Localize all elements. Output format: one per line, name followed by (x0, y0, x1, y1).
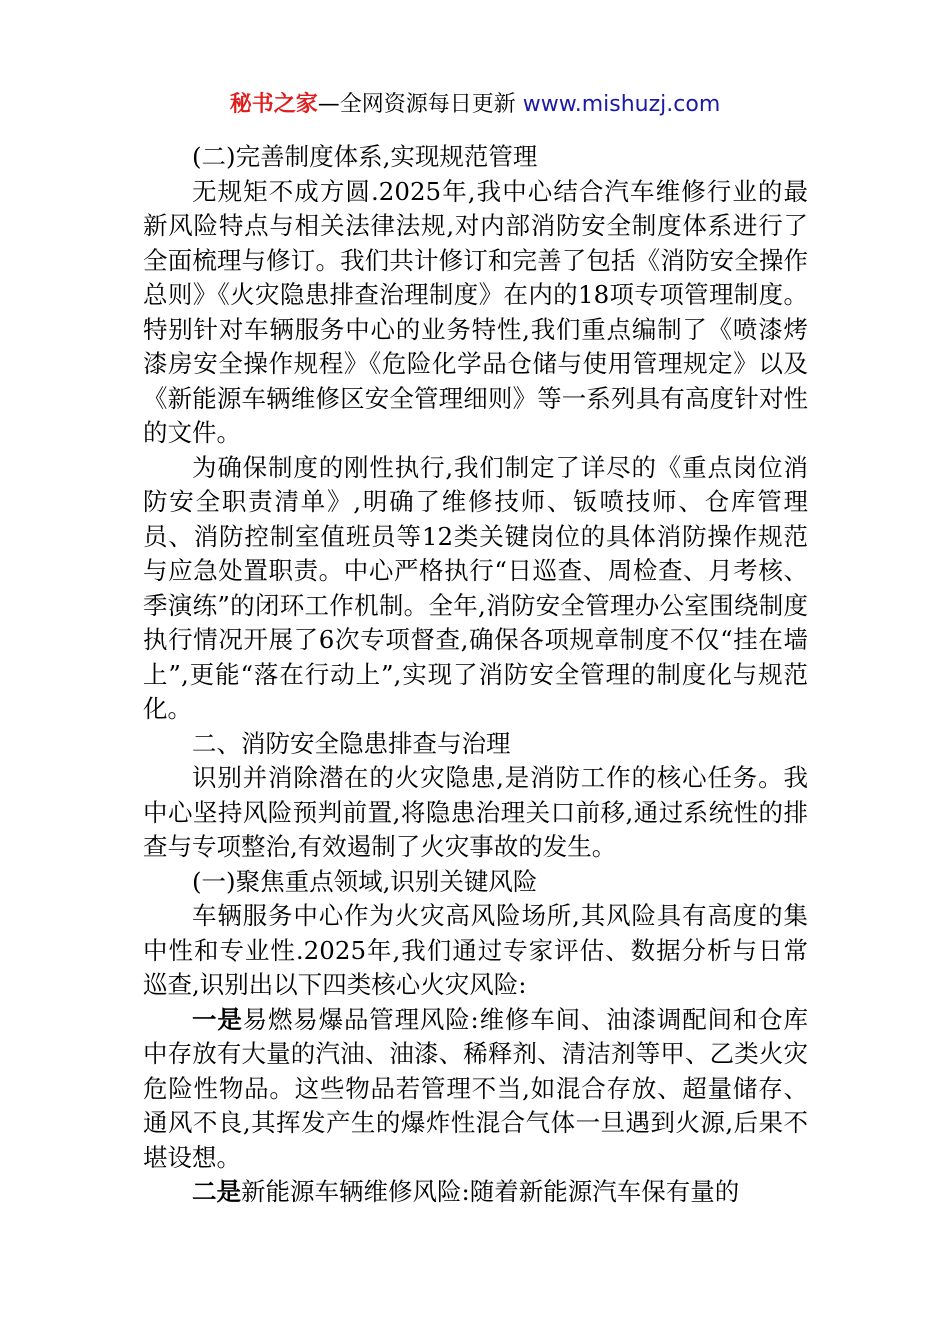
section-subheading: (二)完善制度体系,实现规范管理 (192, 142, 538, 171)
site-url-link[interactable]: www.mishuzj.com (522, 92, 721, 117)
section-subheading: (一)聚焦重点领域,识别关键风险 (192, 866, 538, 896)
risk-paragraph (143, 1003, 808, 1176)
document-body (143, 140, 808, 1210)
body-paragraph: 无规矩不成方圆.2025年,我中心结合汽车维修行业的最新风险特点与相关法律法规,对内部消防安全制度体系进行了全面梳理与修订。我们共计修订和完善了包括《消防安全操作总则》《火灾隐患排查治理制度》在内的18项专项管理制度。特别针对车辆服务中心的业务特性,我们重点编制了《喷漆烤漆房安全操作规程》《危险化学品仓储与使用管理规定》以及《新能源车辆维修区安全管理细则》等一系列具有高度针对性的文件。 (143, 176, 808, 447)
risk-lead: 二是 (192, 1177, 241, 1206)
risk-lead: 一是 (192, 1004, 243, 1034)
section-heading: 二、消防安全隐患排查与治理 (192, 728, 511, 758)
site-brand: 秘书之家 (229, 92, 318, 117)
risk-paragraph (143, 1175, 808, 1210)
risk-text: 新能源车辆维修风险:随着新能源汽车保有量的 (241, 1177, 740, 1206)
site-header (0, 88, 950, 122)
body-paragraph: 识别并消除潜在的火灾隐患,是消防工作的核心任务。我中心坚持风险预判前置,将隐患治理关口前移,通过系统性的排查与专项整治,有效遏制了火灾事故的发生。 (143, 763, 808, 861)
site-tagline: —全网资源每日更新 (317, 92, 516, 117)
body-paragraph: 车辆服务中心作为火灾高风险场所,其风险具有高度的集中性和专业性.2025年,我们通过专家评估、数据分析与日常巡查,识别出以下四类核心火灾风险: (143, 901, 808, 999)
risk-text: 易燃易爆品管理风险:维修车间、油漆调配间和仓库中存放有大量的汽油、油漆、稀释剂、清洁剂等甲、乙类火灾危险性物品。这些物品若管理不当,如混合存放、超量储存、通风不良,其挥发产生的爆炸性混合气体一旦遇到火源,后果不堪设想。 (143, 1004, 808, 1172)
body-paragraph: 为确保制度的刚性执行,我们制定了详尽的《重点岗位消防安全职责清单》,明确了维修技师、钣喷技师、仓库管理员、消防控制室值班员等12类关键岗位的具体消防操作规范与应急处置职责。中心严格执行“日巡查、周检查、月考核、季演练”的闭环工作机制。全年,消防安全管理办公室围绕制度执行情况开展了6次专项督查,确保各项规章制度不仅“挂在墙上”,更能“落在行动上”,实现了消防安全管理的制度化与规范化。 (143, 452, 808, 723)
